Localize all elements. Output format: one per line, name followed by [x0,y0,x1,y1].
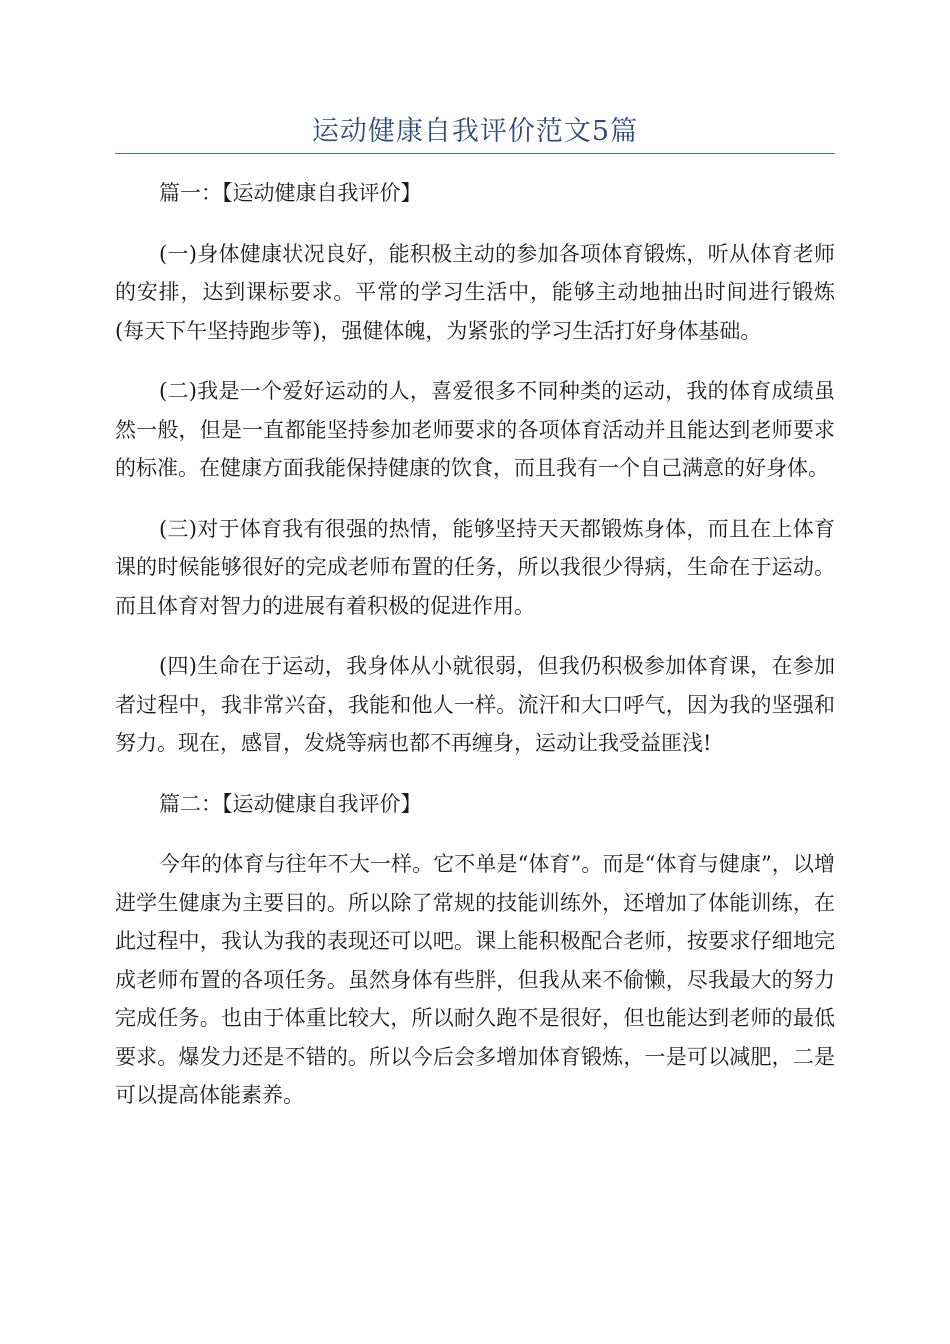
paragraph: 今年的体育与往年不大一样。它不单是“体育”。而是“体育与健康”，以增进学生健康为主要目的。所以除了常规的技能训练外，还增加了体能训练，在此过程中，我认为我的表现还可以吧。课上能积极配合老师，按要求仔细地完成老师布置的各项任务。虽然身体有些胖，但我从来不偷懒，尽我最大的努力完成任务。也由于体重比较大，所以耐久跑不是很好，但也能达到老师的最低要求。爆发力还是不错的。所以今后会多增加体育锻炼，一是可以减肥，二是可以提高体能素养。 [115,852,835,1107]
paragraph: (三)对于体育我有很强的热情，能够坚持天天都锻炼身体，而且在上体育课的时候能够很好的完成老师布置的任务，所以我很少得病，生命在于运动。而且体育对智力的进展有着积极的促进作用。 [115,516,835,618]
paragraph: (四)生命在于运动，我身体从小就很弱，但我仍积极参加体育课，在参加者过程中，我非常兴奋，我能和他人一样。流汗和大口呼气，因为我的坚强和努力。现在，感冒，发烧等病也都不再缠身，运动让我受益匪浅! [115,654,835,755]
section-heading: 篇二：【运动健康自我评价】 [159,791,422,816]
paragraph: (二)我是一个爱好运动的人，喜爱很多不同种类的运动，我的体育成绩虽然一般，但是一直都能坚持参加老师要求的各项体育活动并且能达到老师要求的标准。在健康方面我能保持健康的饮食，而且我有一个自己满意的好身体。 [115,379,835,480]
paragraph: (一)身体健康状况良好，能积极主动的参加各项体育锻炼，听从体育老师的安排，达到课标要求。平常的学习生活中，能够主动地抽出时间进行锻炼(每天下午坚持跑步等)，强健体魄，为紧张的学习生活打好身体基础。 [115,241,835,343]
title-underline [115,153,835,154]
document-title: 运动健康自我评价范文5篇 [311,116,639,147]
section-heading: 篇一：【运动健康自我评价】 [159,181,422,205]
document-body [115,174,835,1137]
